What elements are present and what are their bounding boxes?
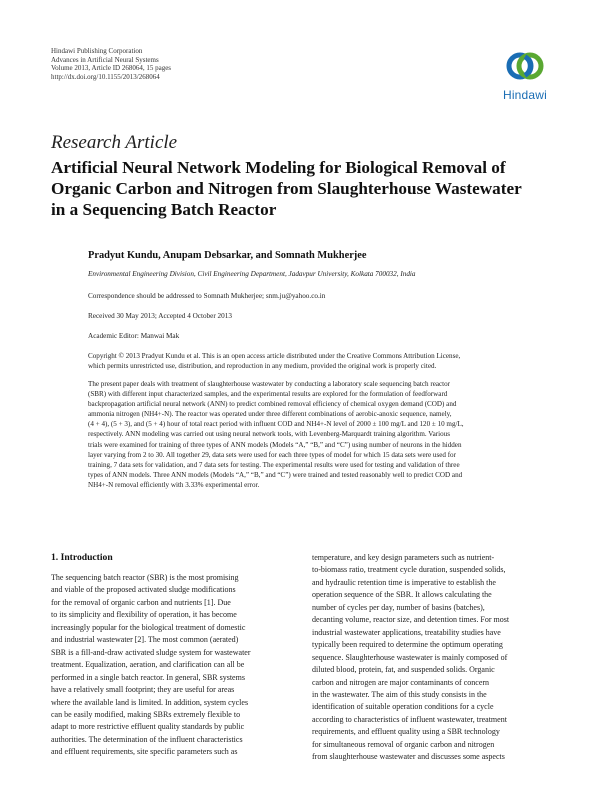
- hindawi-logo-icon: [505, 46, 545, 86]
- body-line: have a relatively small footprint; they are useful for areas: [51, 685, 235, 695]
- article-title: [51, 157, 551, 220]
- body-line: adapt to more restrictive effluent quality standards by public: [51, 722, 245, 732]
- affiliation: Environmental Engineering Division, Civil Engineering Department, Jadavpur University, Kolkata 700032, India: [88, 270, 416, 278]
- copyright-line: Copyright © 2013 Pradyut Kundu et al. This is an open access article distributed under the Creative Commons Attribution License,: [88, 352, 461, 360]
- body-line: to-biomass ratio, treatment cycle duration, suspended solids,: [312, 565, 506, 575]
- body-line: industrial wastewater applications, treatability studies have: [312, 627, 501, 637]
- title-line: Organic Carbon and Nitrogen from Slaughterhouse Wastewater: [51, 179, 522, 198]
- publisher-name: Hindawi Publishing Corporation: [51, 47, 143, 55]
- author-list: Pradyut Kundu, Anupam Debsarkar, and Somnath Mukherjee: [88, 250, 367, 261]
- hindawi-logo-text: Hindawi: [502, 88, 548, 102]
- body-line: can be easily modified, making SBRs extremely flexible to: [51, 709, 241, 719]
- right-column-text: [312, 552, 549, 764]
- body-line: carbon and nitrogen are major contaminants of concern: [312, 677, 490, 687]
- body-line: typically been required to determine the optimum operating: [312, 640, 503, 650]
- hindawi-logo: [496, 46, 554, 104]
- title-line: in a Sequencing Batch Reactor: [51, 200, 277, 219]
- abstract-line: (SBR) with different input characterized samples, and the experimental results are explored for the formulation of feedforward: [88, 390, 448, 399]
- body-line: and effluent requirements, site specific parameters such as: [51, 747, 238, 757]
- body-line: and industrial wastewater [2]. The most common (aerated): [51, 635, 239, 645]
- body-line: where the available land is limited. In addition, system cycles: [51, 697, 249, 707]
- body-line: diluted blood, protein, fat, and suspended solids. Organic: [312, 665, 495, 675]
- abstract-line: (4 + 4), (5 + 3), and (5 + 4) hour of total react period with influent COD and NH4+-N level of 2000 ± 100 mg/L and 120 ± 10 mg/L,: [88, 420, 464, 429]
- copyright-notice: [88, 351, 550, 371]
- abstract-line: backpropagation artificial neural network (ANN) to predict combined removal efficiency of chemical oxygen demand (COD) and: [88, 400, 457, 409]
- article-type: Research Article: [51, 132, 178, 153]
- body-line: temperature, and key design parameters such as nutrient-: [312, 553, 495, 562]
- doi-link[interactable]: http://dx.doi.org/10.1155/2013/268064: [51, 72, 160, 81]
- abstract-line: respectively. ANN modeling was carried out using neural network tools, with Levenberg-Marquardt training algorithm. Various: [88, 430, 450, 439]
- body-line: number of cycles per day, number of basins (batches),: [312, 602, 485, 612]
- abstract-line: NH4+-N removal efficiently with 3.33% experimental error.: [88, 480, 260, 489]
- body-line: according to characteristics of influent wastewater, treatment: [312, 714, 507, 724]
- academic-editor: Academic Editor: Manwai Mak: [88, 332, 180, 340]
- received-accepted-dates: Received 30 May 2013; Accepted 4 October 2013: [88, 312, 232, 320]
- abstract-line: ammonia nitrogen (NH4+-N). The reactor was operated under three different combinations of aerobic-anoxic sequence, namely,: [88, 410, 452, 419]
- abstract-line: types of ANN models. Three ANN models (Models “A,” “B,” and “C”) were trained and tested reasonably well to predict COD and: [88, 470, 463, 479]
- body-line: increasingly popular for the biological treatment of domestic: [51, 622, 246, 632]
- body-line: authorities. The determination of the influent characteristics: [51, 734, 243, 744]
- journal-metadata: [51, 47, 351, 81]
- abstract-line: layer varying from 2 to 30. All together 29, data sets were used for each three types of model for which 15 data sets were used for: [88, 450, 456, 459]
- title-line: Artificial Neural Network Modeling for Biological Removal of: [51, 158, 506, 177]
- body-line: in the wastewater. The aim of this study consists in the: [312, 689, 487, 699]
- body-line: decanting volume, reactor size, and detention times. For most: [312, 615, 510, 625]
- section-heading-introduction: 1. Introduction: [51, 552, 113, 563]
- body-line: from slaughterhouse wastewater and discusses some aspects: [312, 752, 505, 762]
- body-line: treatment. Equalization, aeration, and clarification can all be: [51, 660, 245, 670]
- body-line: and viable of the proposed activated sludge modifications: [51, 585, 236, 595]
- correspondence: Correspondence should be addressed to Somnath Mukherjee; snm.ju@yahoo.co.in: [88, 292, 326, 300]
- left-column-text: [51, 572, 288, 759]
- body-line: operation sequence of the SBR. It allows calculating the: [312, 590, 492, 600]
- body-line: for the removal of organic carbon and nutrients [1]. Due: [51, 597, 231, 607]
- body-line: SBR is a fill-and-draw activated sludge system for wastewater: [51, 647, 251, 657]
- body-line: to its simplicity and flexibility of operation, it has become: [51, 610, 237, 620]
- body-line: sequence. Slaughterhouse wastewater is mainly composed of: [312, 652, 508, 662]
- abstract-line: trials were examined for training of three types of ANN models (Models “A,” “B,” and “C”) using number of neurons in the hidden: [88, 440, 462, 449]
- abstract-line: training, 7 data sets for validation, and 7 data sets for testing. The experimental results were used for testing and validation of three: [88, 460, 460, 469]
- volume-info: Volume 2013, Article ID 268064, 15 pages: [51, 64, 172, 73]
- journal-name: Advances in Artificial Neural Systems: [51, 55, 159, 64]
- body-line: requirements, and effluent quality using a SBR technology: [312, 727, 500, 737]
- body-line: identification of suitable operation conditions for a cycle: [312, 702, 494, 712]
- copyright-line: which permits unrestricted use, distribution, and reproduction in any medium, provided the original work is properly cited.: [88, 362, 437, 370]
- body-line: performed in a single batch reactor. In general, SBR systems: [51, 672, 245, 682]
- body-line: for simultaneous removal of organic carbon and nitrogen: [312, 739, 495, 749]
- abstract-line: The present paper deals with treatment of slaughterhouse wastewater by conducting a laboratory scale sequencing batch reactor: [88, 380, 451, 388]
- body-line: and hydraulic retention time is imperative to establish the: [312, 577, 496, 587]
- abstract: [88, 379, 550, 490]
- body-line: The sequencing batch reactor (SBR) is the most promising: [51, 573, 239, 582]
